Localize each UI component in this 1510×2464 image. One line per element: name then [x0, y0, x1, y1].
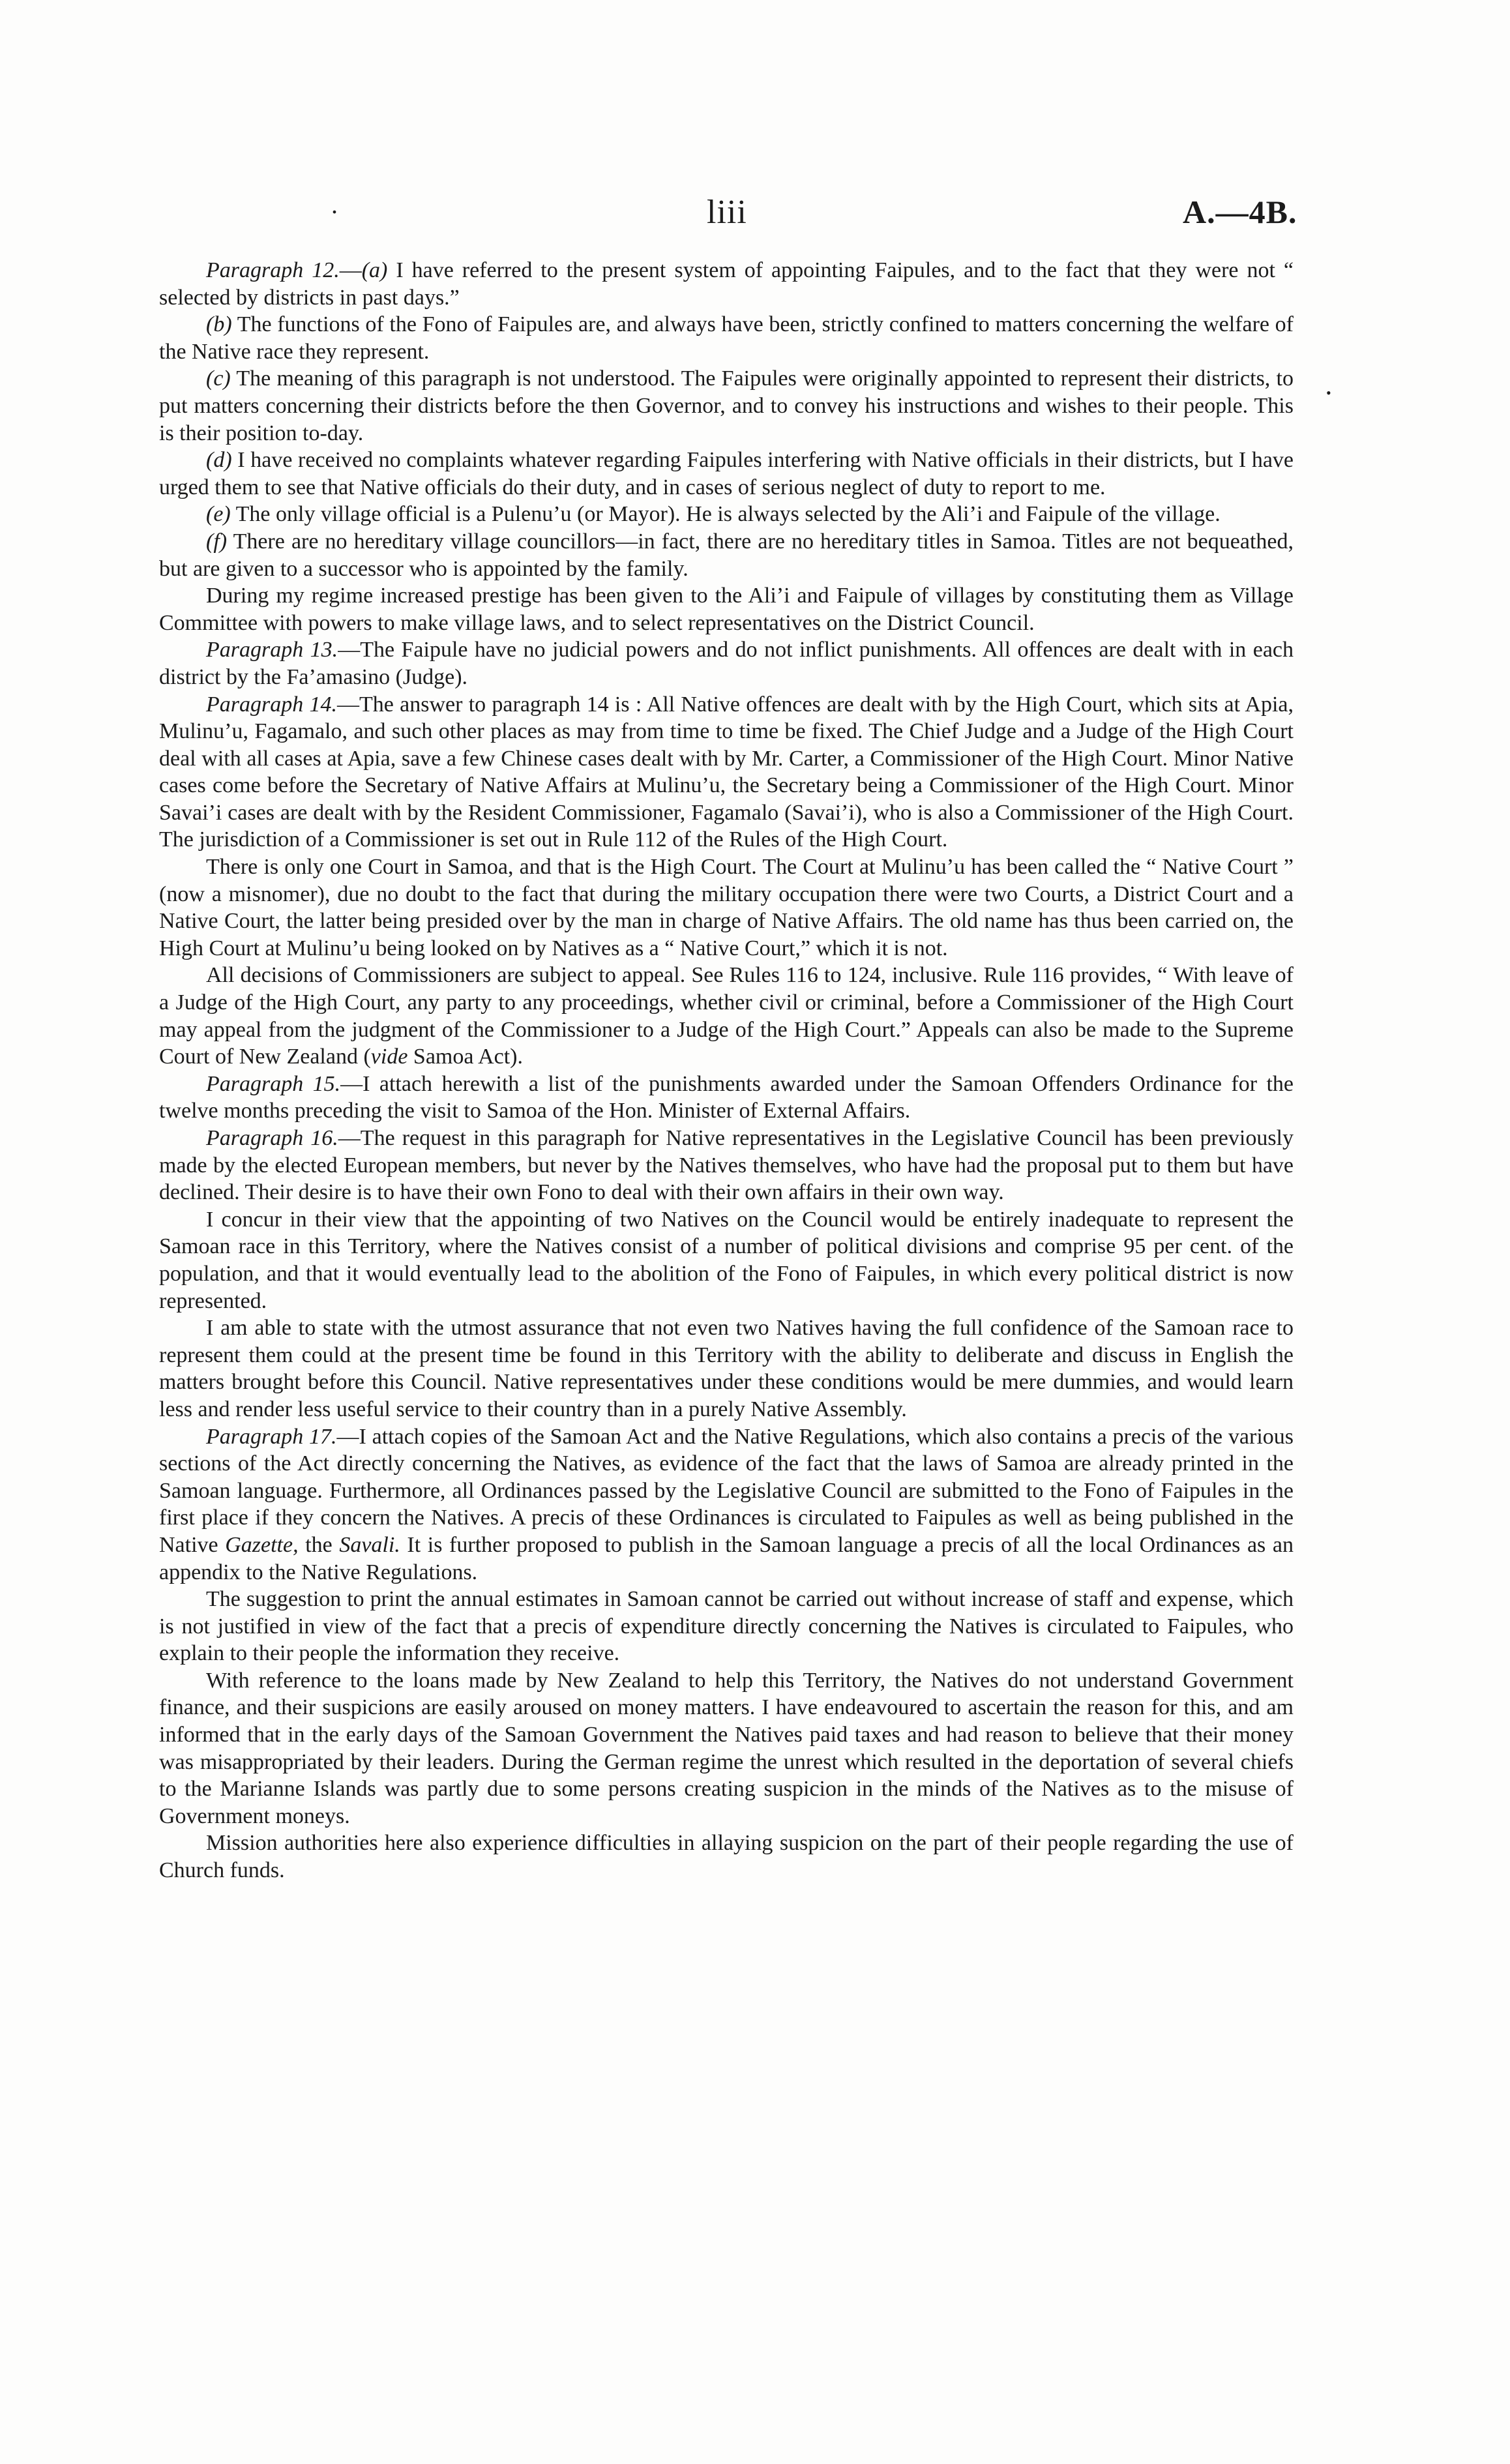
italic-term: vide [370, 1045, 408, 1069]
paragraph-sep: — [338, 1126, 361, 1150]
paragraph-text: The Faipule have no judicial powers and do not inflict punishments. All offences are dealt with in each district by the Fa’amasino (Judge). [159, 638, 1294, 689]
paragraph [159, 1071, 1294, 1125]
paragraph [159, 1586, 1294, 1667]
paragraph-text: All decisions of Commissioners are subject to appeal. See Rules 116 to 124, inclusive. Rule 116 provides, “ With leave of a Judge of the High Court, any party to any proceedings, whether civil or criminal, before a Commissioner of the High Court may appeal from the judgment of the Commissioner to a Judge of the High Court.” Appeals can also be made to the Supreme Court of New Zealand ( [159, 963, 1294, 1069]
paragraph-text: The only village official is a Pulenu’u (or Mayor). He is always selected by the Ali’i and Faipule of the village. [230, 502, 1221, 527]
paragraph-lead: Paragraph 15. [206, 1071, 341, 1096]
paragraph-text: I concur in their view that the appointing of two Natives on the Council would be entirely inadequate to represent the Samoan race in this Territory, where the Natives consist of a number of political divisions and comprise 95 per cent. of the population, and that it would eventually lead to the abolition of the Fono of Faipules, in which every political district is now represented. [159, 1207, 1294, 1313]
paragraph-sep: — [340, 1071, 363, 1096]
paragraph-sep: — [337, 692, 360, 717]
paragraph [159, 447, 1294, 501]
paragraph-text: The suggestion to print the annual estimates in Samoan cannot be carried out without increase of staff and expense, which is not justified in view of the fact that a precis of expenditure directly concerning the Natives is circulated to Faipules, who explain to their people the information they receive. [159, 1587, 1294, 1666]
paragraph-sep: — [338, 638, 361, 662]
paragraph-text: Mission authorities here also experience difficulties in allaying suspicion on the part of their people regarding the use of Church funds. [159, 1831, 1294, 1883]
paragraph-lead: Paragraph 13. [206, 638, 338, 662]
paragraph [159, 582, 1294, 636]
sub-label: (f) [206, 529, 228, 554]
paragraph [159, 1830, 1294, 1884]
paragraph-lead: Paragraph 17. [206, 1424, 337, 1449]
paragraph-text: The meaning of this paragraph is not understood. The Faipules were originally appointed to represent their districts, to put matters concerning their districts before the then Governor, and to convey his instructions and wishes to their people. This is their position to-day. [159, 366, 1294, 445]
paragraph-sep: — [339, 258, 362, 282]
paragraph-text-tail: the [298, 1532, 340, 1557]
sub-label: (c) [206, 366, 231, 391]
paragraph-text: I have received no complaints whatever regarding Faipules interfering with Native officials in their districts, but I have urged them to see that Native officials do their duty, and in cases of serious neglect of duty to report to me. [159, 448, 1294, 499]
paragraph-text: There is only one Court in Samoa, and that is the High Court. The Court at Mulinu’u has been called the “ Native Court ” (now a misnomer), due no doubt to the fact that during the military occupation there were two Courts, a District Court and a Native Court, the latter being presided over by the man in charge of Native Affairs. The old name has thus been carried on, the High Court at Mulinu’u being looked on by Natives as a “ Native Court,” which it is not. [159, 855, 1294, 960]
sub-label: (d) [206, 448, 232, 473]
sub-label: (e) [206, 502, 231, 527]
paragraph [159, 365, 1294, 447]
paragraph [159, 1206, 1294, 1314]
paragraph [159, 257, 1294, 311]
paragraph-text: The request in this paragraph for Native representatives in the Legislative Council has been previously made by the elected European members, but never by the Natives themselves, who have had the proposal put to them but have declined. Their desire is to have their own Fono to deal with their own affairs in their own way. [159, 1126, 1294, 1205]
paragraph-lead: Paragraph 16. [206, 1126, 338, 1150]
paragraph [159, 853, 1294, 962]
paragraph-text: There are no hereditary village councillors—in fact, there are no hereditary titles in Samoa. Titles are not bequeathed, but are given to a successor who is appointed by the family. [159, 529, 1294, 581]
paragraph-text-tail: It is further proposed to publish in the Samoan language a precis of all the local Ordinances as an appendix to the Native Regulations. [159, 1532, 1294, 1584]
paragraph-lead: Paragraph 12. [206, 258, 340, 282]
paragraph-lead: Paragraph 14. [206, 692, 338, 717]
paragraph [159, 528, 1294, 582]
page-number: liii [707, 194, 747, 231]
paragraph-text: The answer to paragraph 14 is : All Native offences are dealt with by the High Court, which sits at Apia, Mulinu’u, Fagamalo, and such other places as may from time to time be fixed. The Chief Judge and a Judge of the High Court deal with all cases at Apia, save a few Chinese cases dealt with by Mr. Carter, a Commissioner of the High Court. Minor Native cases come before the Secretary of Native Affairs at Mulinu’u, the Secretary being a Commissioner of the High Court. Minor Savai’i cases are dealt with by the Resident Commissioner, Fagamalo (Savai’i), who is also a Commissioner of the High Court. The jurisdiction of a Commissioner is set out in Rule 112 of the Rules of the High Court. [159, 692, 1294, 852]
header-dot: . [331, 190, 338, 219]
document-reference: A.—4B. [1183, 194, 1297, 230]
paragraph-text: I am able to state with the utmost assurance that not even two Natives having the full confidence of the Samoan race to represent them could at the present time be found in this Territory with the ability to deliberate and discuss in English the matters brought before this Council. Native representatives under these conditions would be mere dummies, and would learn less and render less useful service to their country than in a purely Native Assembly. [159, 1316, 1294, 1421]
paragraph-sep: — [336, 1424, 359, 1449]
paragraph-text: I attach herewith a list of the punishments awarded under the Samoan Offenders Ordinance for the twelve months preceding the visit to Samoa of the Hon. Minister of External Affairs. [159, 1071, 1294, 1123]
paragraph-text-tail: Samoa Act). [407, 1045, 523, 1069]
paragraph [159, 1423, 1294, 1586]
paragraph-text: During my regime increased prestige has been given to the Ali’i and Faipule of villages by constituting them as Village Committee with powers to make village laws, and to select representatives on the District Council. [159, 584, 1294, 635]
paragraph-text: I attach copies of the Samoan Act and the Native Regulations, which also contains a precis of the various sections of the Act directly concerning the Natives, as evidence of the fact that the laws of Samoa are already printed in the Samoan language. Furthermore, all Ordinances passed by the Legislative Council are submitted to the Fono of Faipules in the first place if they concern the Natives. A precis of these Ordinances is circulated to Faipules as well as being published in the Native [159, 1424, 1294, 1557]
paragraph [159, 311, 1294, 365]
paragraph [159, 691, 1294, 854]
body-text [159, 257, 1294, 1884]
sub-label: (b) [206, 312, 232, 337]
italic-term: Gazette, [225, 1532, 299, 1557]
italic-term: Savali. [339, 1532, 400, 1557]
paragraph [159, 1125, 1294, 1206]
paragraph [159, 636, 1294, 690]
paragraph [159, 962, 1294, 1070]
sub-label: (a) [361, 258, 388, 282]
margin-mark: • [1326, 385, 1331, 401]
paragraph [159, 1314, 1294, 1423]
paragraph [159, 1667, 1294, 1830]
paragraph [159, 501, 1294, 528]
paragraph-text: With reference to the loans made by New Zealand to help this Territory, the Natives do not understand Government finance, and their suspicions are easily aroused on money matters. I have endeavoured to ascertain the reason for this, and am informed that in the early days of the Samoan Government the Natives paid taxes and had reason to believe that their money was misappropriated by their leaders. During the German regime the unrest which resulted in the deportation of several chiefs to the Marianne Islands was partly due to some persons creating suspicion in the minds of the Natives as to the misuse of Government moneys. [159, 1668, 1294, 1828]
paragraph-text: I have referred to the present system of appointing Faipules, and to the fact that they were not “ selected by districts in past days.” [159, 258, 1294, 310]
paragraph-text: The functions of the Fono of Faipules are, and always have been, strictly confined to matters concerning the welfare of the Native race they represent. [159, 312, 1294, 364]
